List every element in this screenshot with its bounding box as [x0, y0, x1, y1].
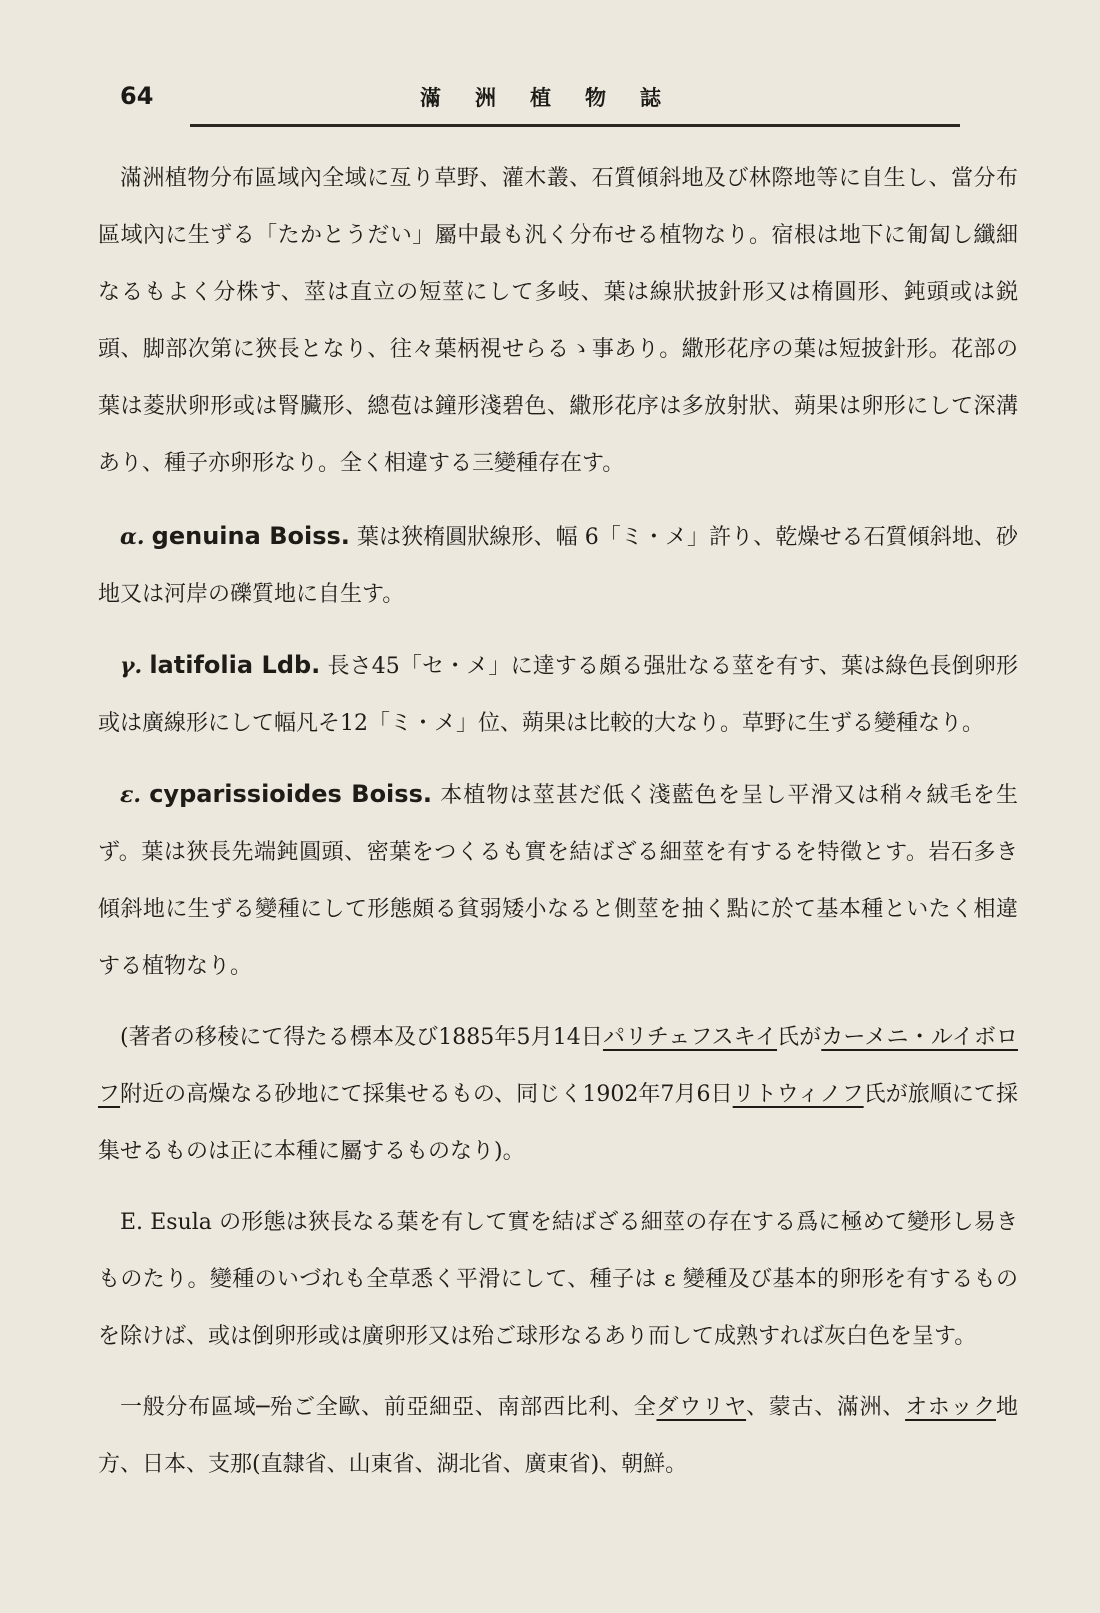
distribution-text-1: 一般分布區域─殆ご全歐、前亞細亞、南部西比利、全	[120, 1395, 657, 1420]
collector-name-2: リトウィノフ	[732, 1082, 864, 1107]
distribution-paragraph	[98, 1379, 1018, 1493]
variety-cyparissioides-name: cyparissioides Boiss.	[149, 780, 432, 808]
description-paragraph: 滿洲植物分布區域內全域に亙り草野、灌木叢、石質傾斜地及び林際地等に自生し、當分布區域內に生ずる「たかとうだい」屬中最も汎く分布せる植物なり。宿根は地下に匍匐し纖細なるもよく分株す、莖は直立の短莖にして多岐、葉は線狀披針形又は楕圓形、鈍頭或は鋭頭、脚部次第に狹長となり、往々葉柄視せらるゝ事あり。繖形花序の葉は短披針形。花部の葉は菱狀卵形或は腎臟形、總苞は鐘形淺碧色、繖形花序は多放射狀、蒴果は卵形にして深溝あり、種子亦卵形なり。全く相違する三變種存在す。	[98, 166, 1018, 476]
variety-genuina-text: 葉は狹楕圓狀線形、幅 6「ミ・メ」許り、乾燥せる石質傾斜地、砂地又は河岸の礫質地に自生す。	[98, 525, 1018, 607]
distribution-place-2: オホック	[905, 1395, 996, 1420]
specimen-note	[98, 1009, 1018, 1180]
esula-paragraph: E. Esula の形態は狹長なる葉を有して實を結ばざる細莖の存在する爲に極めて變形し易きものたり。變種のいづれも全草悉く平滑にして、種子は ε 變種及び基本的卵形を有するものを除けば、或は倒卵形或は廣卵形又は殆ご球形なるあり而して成熟すれば灰白色を呈す。	[98, 1210, 1018, 1349]
variety-latifolia	[98, 637, 1018, 752]
page-number: 64	[120, 82, 154, 110]
place-name-1: カーメニ・ルイボロフ	[98, 1025, 1018, 1107]
collector-name-1: パリチェフスキイ	[602, 1025, 778, 1050]
variety-cyparissioides-letter: ε.	[120, 782, 142, 808]
running-title: 滿洲植物誌	[420, 85, 695, 110]
specimen-note-text-1: (著者の移稜にて得たる標本及び1885年5月14日	[120, 1025, 603, 1050]
page-header	[120, 82, 960, 122]
distribution-text-3: 地方、日本、支那(直隸省、山東省、湖北省、廣東省)、朝鮮。	[98, 1395, 1018, 1477]
distribution-place-1: ダウリヤ	[656, 1395, 747, 1420]
variety-latifolia-name: latifolia Ldb.	[149, 651, 321, 679]
specimen-note-text-4: 氏が旅順にて採集せるものは正に本種に屬するものなり)。	[98, 1082, 1018, 1164]
header-rule	[190, 124, 960, 127]
distribution-text-2: 、蒙古、滿洲、	[746, 1395, 906, 1420]
variety-genuina	[98, 508, 1018, 623]
variety-latifolia-letter: γ.	[120, 653, 143, 679]
variety-genuina-name: genuina Boiss.	[151, 522, 350, 550]
specimen-note-text-2: 氏が	[777, 1025, 822, 1050]
variety-cyparissioides	[98, 766, 1018, 995]
variety-genuina-letter: α.	[120, 524, 145, 550]
specimen-note-text-3: 附近の高燥なる砂地にて採集せるもの、同じく1902年7月6日	[120, 1082, 733, 1107]
variety-latifolia-text: 長さ45「セ・メ」に達する頗る强壯なる莖を有す、葉は綠色長倒卵形或は廣線形にして幅凡そ12「ミ・メ」位、蒴果は比較的大なり。草野に生ずる變種なり。	[98, 654, 1018, 736]
variety-cyparissioides-text: 本植物は莖甚だ低く淺藍色を呈し平滑又は稍々絨毛を生ず。葉は狹長先端鈍圓頭、密葉をつくるも實を結ばざる細莖を有するを特徵とす。岩石多き傾斜地に生ずる變種にして形態頗る貧弱矮小なると側莖を抽く點に於て基本種といたく相違する植物なり。	[98, 783, 1018, 979]
page-body	[98, 150, 1018, 1507]
